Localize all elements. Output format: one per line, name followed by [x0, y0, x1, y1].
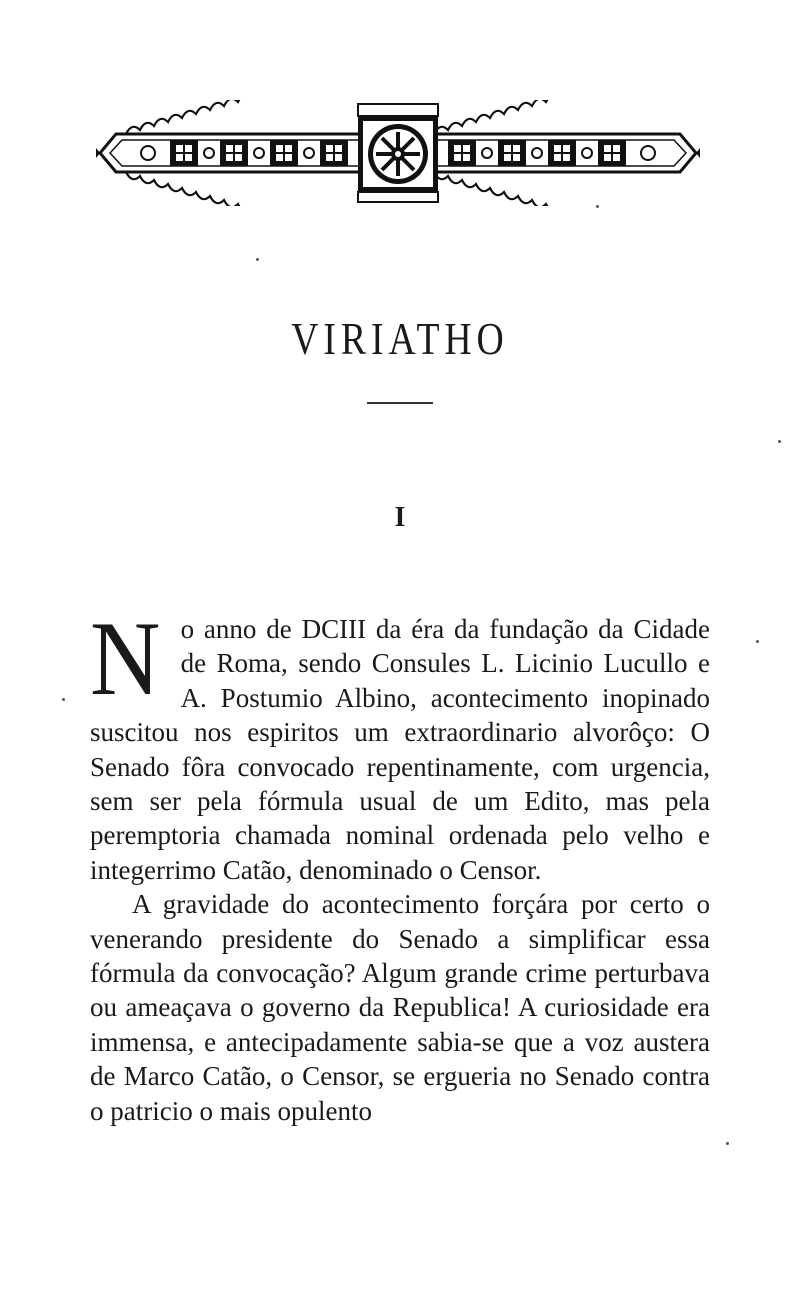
print-speck — [256, 258, 259, 261]
print-speck — [726, 1142, 729, 1145]
print-speck — [756, 640, 759, 643]
ornamental-header-band — [96, 100, 700, 206]
chapter-number: I — [394, 502, 406, 533]
print-speck — [778, 440, 781, 443]
title-divider — [367, 402, 433, 404]
page-title: VIRIATHO — [291, 313, 509, 364]
paragraph-1-text: o anno de DCIII da éra da fundação da Cidade de Roma, sendo Consules L. Licinio Lucullo e A. Postumio Albino, acontecimento inopinado suscitou nos espiritos um extraordinario alvorôço: O Senado fôra convocado repentinamente, com urgencia, sem ser pela fórmula usual de um Edito, mas pela peremptoria chamada nominal ordenada pelo velho e integerrimo Catão, denominado o Censor. — [90, 614, 710, 885]
body-text — [90, 600, 710, 1128]
print-speck — [62, 698, 65, 701]
paragraph-2: A gravidade do acontecimento forçára por certo o venerando presidente do Senado a simplificar essa fórmula da convocação? Algum grande crime perturbava ou ameaçava o governo da Republica! A curiosidade era immensa, e antecipadamente sabia-se que a voz austera de Marco Catão, o Censor, se ergueria no Senado contra o patricio o mais opulento — [90, 889, 710, 1126]
paragraph-1 — [90, 600, 710, 887]
print-speck — [596, 205, 599, 208]
drop-cap: N — [90, 600, 161, 717]
